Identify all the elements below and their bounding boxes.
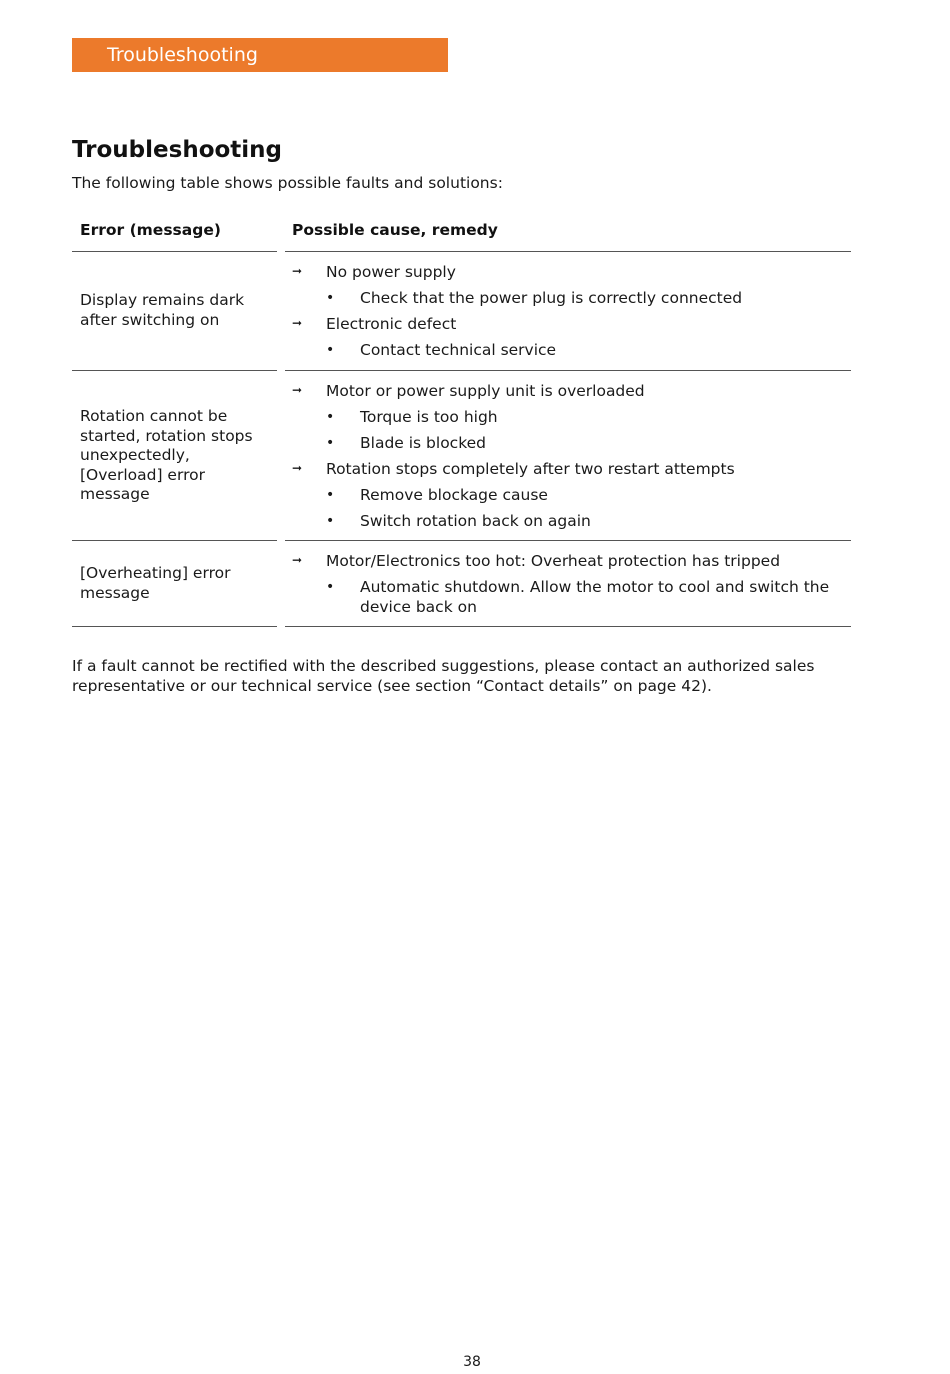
arrow-right-icon: ➞ [292,383,303,397]
table-row-3-error: [Overheating] error message [80,564,231,602]
remedy-text: Switch rotation back on again [360,512,591,530]
arrow-right-icon: ➞ [292,553,303,567]
cause-text: No power supply [326,263,456,281]
remedy-text: Blade is blocked [360,434,486,452]
column-header-error: Error (message) [80,221,221,239]
section-header-label: Troubleshooting [107,44,258,66]
bullet-icon: • [326,290,335,306]
arrow-right-icon: ➞ [292,264,303,278]
bullet-icon: • [326,579,335,595]
table-row-2-error: Rotation cannot be started, rotation stops unexpectedly, [Overload] error message [80,407,253,503]
page-title: Troubleshooting [72,137,283,163]
table-header-divider-left [72,251,277,252]
page-number: 38 [463,1354,481,1370]
bullet-icon: • [326,487,335,503]
remedy-text: Remove blockage cause [360,486,548,504]
table-row-divider-right [285,540,851,541]
intro-text: The following table shows possible faults and solutions: [72,174,503,192]
footer-note: If a fault cannot be rectified with the described suggestions, please contact an authorized sales representative or our technical service (see section “Contact details” on page 42). [72,657,815,695]
table-bottom-divider-left [72,626,277,627]
table-bottom-divider-right [285,626,851,627]
column-header-remedy: Possible cause, remedy [292,221,498,239]
arrow-right-icon: ➞ [292,316,303,330]
bullet-icon: • [326,513,335,529]
remedy-text: Contact technical service [360,341,557,359]
table-row-divider-left [72,370,277,371]
table-row-divider-right [285,370,851,371]
table-row-divider-left [72,540,277,541]
cause-text: Rotation stops completely after two restart attempts [326,460,735,478]
table-header-divider-right [285,251,851,252]
arrow-right-icon: ➞ [292,461,303,475]
section-header-band [72,38,448,72]
cause-text: Electronic defect [326,315,457,333]
remedy-text: Automatic shutdown. Allow the motor to cool and switch the device back on [360,578,830,616]
bullet-icon: • [326,342,335,358]
table-row-1-error: Display remains dark after switching on [80,291,245,329]
bullet-icon: • [326,435,335,451]
remedy-text: Torque is too high [360,408,498,426]
remedy-text: Check that the power plug is correctly connected [360,289,743,307]
cause-text: Motor/Electronics too hot: Overheat protection has tripped [326,552,781,570]
cause-text: Motor or power supply unit is overloaded [326,382,645,400]
bullet-icon: • [326,409,335,425]
